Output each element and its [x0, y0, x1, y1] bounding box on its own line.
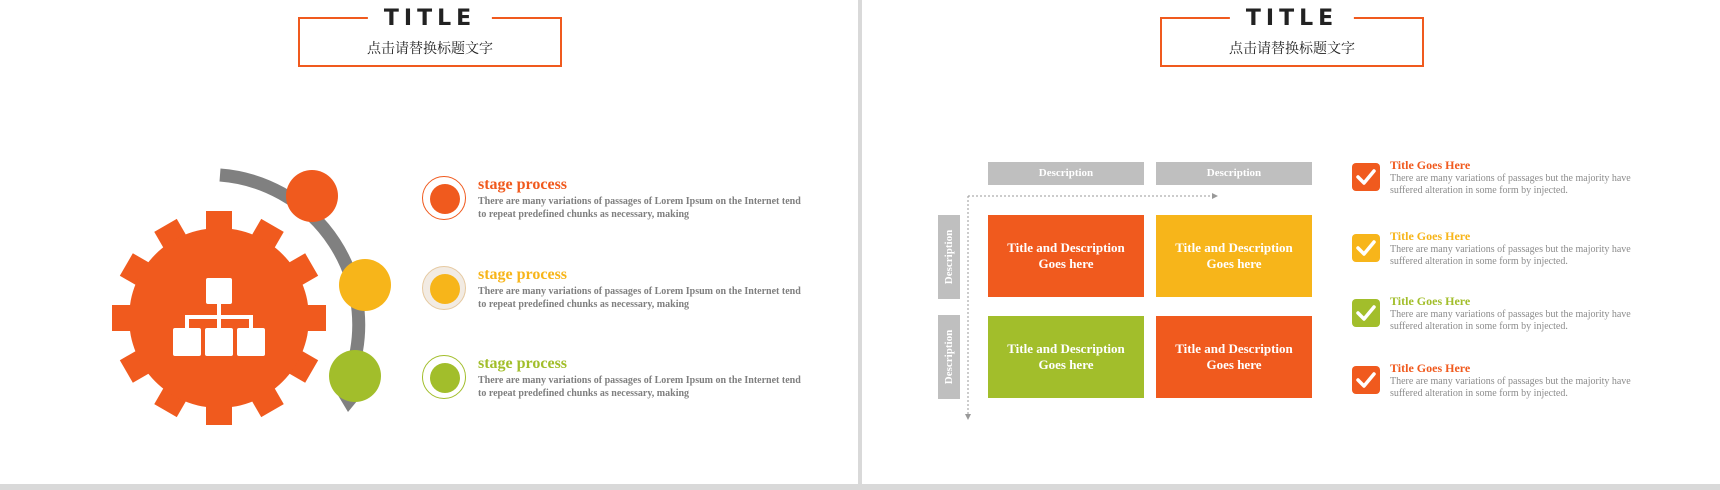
stage-text: There are many variations of passages of Lorem Ipsum on the Internet tend to repeat predefined chunks as necessary, making	[478, 375, 801, 399]
stage-item-2	[422, 266, 842, 326]
slide-title: TITLE	[1230, 9, 1354, 29]
title-box	[1160, 6, 1424, 67]
slide-subtitle: 点击请替换标题文字	[1229, 41, 1355, 57]
row-header-label: Description	[943, 329, 955, 385]
matrix-cell: Title and Description Goes here	[988, 215, 1144, 297]
check-item-2	[1352, 229, 1652, 279]
item-title: Title Goes Here	[1390, 294, 1471, 308]
column-header: Description	[1156, 162, 1312, 185]
matrix-cell: Title and Description Goes here	[988, 316, 1144, 398]
stage-text: There are many variations of passages of Lorem Ipsum on the Internet tend to repeat predefined chunks as necessary, making	[478, 196, 801, 220]
stage-circle-orange	[286, 170, 338, 222]
item-text: There are many variations of passages but the majority have suffered alteration in some form by injected.	[1390, 376, 1631, 399]
stage-item-3	[422, 355, 842, 415]
item-text: There are many variations of passages but the majority have suffered alteration in some form by injected.	[1390, 244, 1631, 267]
stage-dot	[430, 274, 460, 304]
checkmark-icon	[1352, 366, 1380, 394]
row-header	[938, 215, 960, 299]
gear-icon	[112, 211, 326, 425]
column-header: Description	[988, 162, 1144, 185]
matrix-cell: Title and Description Goes here	[1156, 215, 1312, 297]
stage-dot	[430, 363, 460, 393]
stage-item-1	[422, 176, 842, 236]
stage-ring	[422, 355, 466, 399]
stage-dot	[430, 184, 460, 214]
title-box	[298, 6, 562, 67]
check-item-4	[1352, 361, 1652, 411]
row-header-label: Description	[943, 229, 955, 285]
stage-title: stage process	[478, 266, 568, 283]
item-title: Title Goes Here	[1390, 158, 1471, 172]
stage-text: There are many variations of passages of Lorem Ipsum on the Internet tend to repeat predefined chunks as necessary, making	[478, 286, 801, 310]
stage-title: stage process	[478, 176, 568, 193]
stage-circle-green	[329, 350, 381, 402]
slide-subtitle: 点击请替换标题文字	[367, 41, 493, 57]
item-text: There are many variations of passages but the majority have suffered alteration in some form by injected.	[1390, 309, 1631, 332]
row-header	[938, 315, 960, 399]
slide-title: TITLE	[368, 9, 492, 29]
stage-ring	[422, 176, 466, 220]
stage-ring	[422, 266, 466, 310]
checkmark-icon	[1352, 234, 1380, 262]
checkmark-icon	[1352, 163, 1380, 191]
matrix-cell: Title and Description Goes here	[1156, 316, 1312, 398]
stage-circle-yellow	[339, 259, 391, 311]
item-title: Title Goes Here	[1390, 361, 1471, 375]
checkmark-icon	[1352, 299, 1380, 327]
check-item-1	[1352, 158, 1652, 208]
slide-left	[0, 0, 858, 484]
item-text: There are many variations of passages but the majority have suffered alteration in some form by injected.	[1390, 173, 1631, 196]
gear-diagram	[80, 150, 480, 450]
stage-title: stage process	[478, 355, 568, 372]
item-title: Title Goes Here	[1390, 229, 1471, 243]
check-item-3	[1352, 294, 1652, 344]
slide-right	[862, 0, 1720, 484]
